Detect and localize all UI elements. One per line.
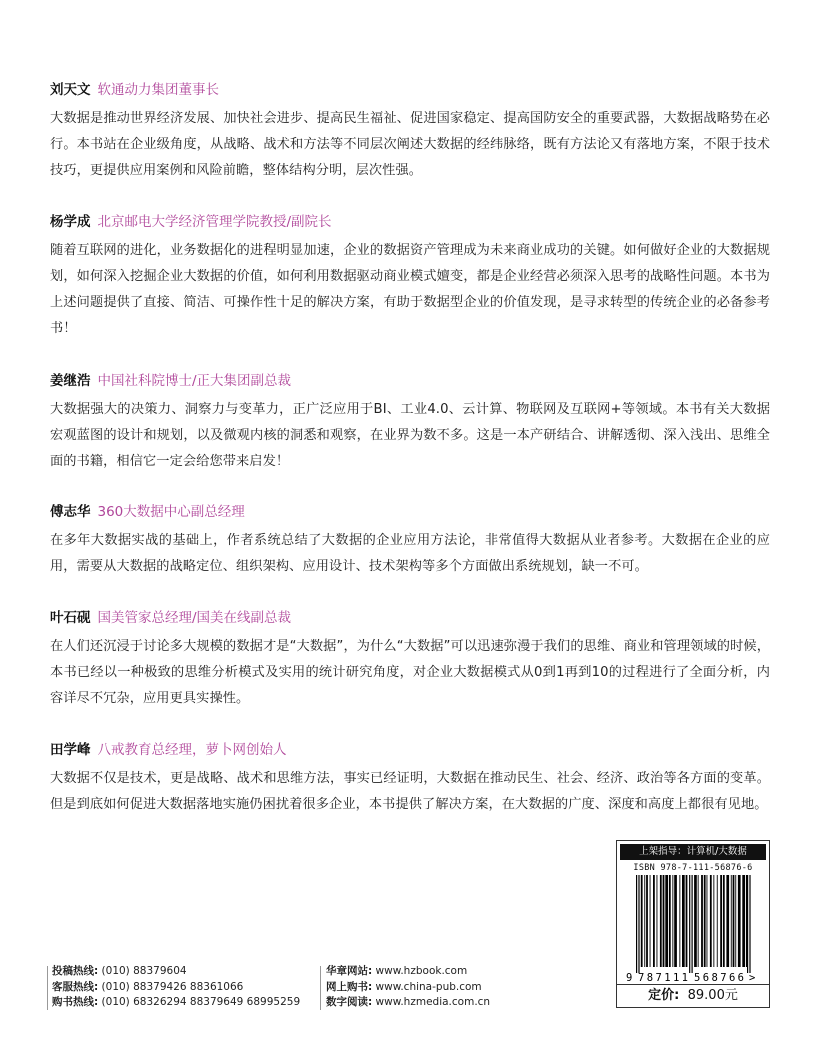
barcode-bar bbox=[689, 875, 690, 973]
price-value: 89.00元 bbox=[687, 988, 738, 1003]
reviewer-name: 杨学成 bbox=[50, 214, 91, 230]
reviewer-title: 八戒教育总经理，萝卜网创始人 bbox=[97, 742, 287, 758]
reviewer-title: 360大数据中心副总经理 bbox=[97, 504, 245, 520]
barcode-graphic bbox=[622, 875, 764, 983]
barcode-bar bbox=[682, 875, 685, 967]
review-4 bbox=[50, 502, 770, 580]
barcode-bar bbox=[733, 875, 735, 967]
review-header bbox=[50, 371, 770, 391]
review-header bbox=[50, 80, 770, 100]
review-5 bbox=[50, 608, 770, 712]
reviewer-name: 叶石砚 bbox=[50, 610, 91, 626]
review-header bbox=[50, 608, 770, 628]
reviewer-name: 傅志华 bbox=[50, 504, 91, 520]
barcode-bar bbox=[742, 875, 745, 967]
contact-block bbox=[52, 964, 300, 1011]
barcode-bar bbox=[747, 875, 748, 973]
web-block bbox=[326, 964, 490, 1011]
reviewer-title: 软通动力集团董事长 bbox=[97, 82, 219, 98]
barcode-digit-first: 9 bbox=[626, 972, 633, 983]
review-1 bbox=[50, 80, 770, 184]
reviewer-title: 国美管家总经理/国美在线副总裁 bbox=[97, 610, 292, 626]
barcode-bar bbox=[710, 875, 712, 967]
barcode-bar bbox=[663, 875, 665, 967]
barcode-bar bbox=[698, 875, 699, 967]
purchase-hotline: 购书热线: (010) 68326294 88379649 68995259 bbox=[52, 996, 301, 1008]
barcode-bar bbox=[738, 875, 741, 967]
barcode-bar bbox=[749, 875, 750, 973]
reviewer-name: 姜继浩 bbox=[50, 373, 91, 389]
isbn-number: ISBN 978-7-111-56876-6 bbox=[633, 863, 753, 873]
barcode-bar bbox=[674, 875, 677, 967]
review-header bbox=[50, 502, 770, 522]
review-text: 在多年大数据实战的基础上，作者系统总结了大数据的企业应用方法论，非常值得大数据从业者参考。大数据在企业的应用，需要从大数据的战略定位、组织架构、应用设计、技术架构等多个方面做出系统规划，缺一不可。 bbox=[50, 533, 770, 574]
website-line: 华章网站: www.hzbook.com bbox=[326, 965, 468, 977]
barcode-bar bbox=[735, 875, 736, 967]
barcode-bar bbox=[713, 875, 714, 967]
footer-divider bbox=[320, 966, 321, 1010]
barcode-bar bbox=[701, 875, 703, 967]
review-2 bbox=[50, 212, 770, 342]
barcode-bar bbox=[679, 875, 680, 967]
review-header bbox=[50, 212, 770, 232]
barcode-bar bbox=[653, 875, 655, 967]
review-text: 在人们还沉浸于讨论多大规模的数据才是“大数据”，为什么“大数据”可以迅速弥漫于我们的思维、商业和管理领域的时候，本书已经以一种极致的思维分析模式及实用的统计研究角度，对企业大数据模式从0到1再到10的过程进行了全面分析，内容详尽不冗杂，应用更具实操性。 bbox=[50, 639, 770, 706]
barcode-digits-left: 787111 bbox=[638, 972, 688, 983]
price-label: 定价: bbox=[648, 988, 680, 1003]
shelf-category: 上架指导：计算机/大数据 bbox=[620, 844, 766, 860]
reviewer-title: 北京邮电大学经济管理学院教授/副院长 bbox=[97, 214, 332, 230]
barcode-digit-trail: > bbox=[749, 972, 756, 983]
barcode-bar bbox=[644, 875, 645, 967]
barcode-bar bbox=[638, 875, 639, 973]
barcode-bar bbox=[686, 875, 688, 967]
reviewer-name: 田学峰 bbox=[50, 742, 91, 758]
barcode-bar bbox=[723, 875, 725, 967]
barcode-bar bbox=[707, 875, 708, 967]
barcode-bar bbox=[694, 875, 697, 967]
barcode-bar bbox=[669, 875, 671, 967]
review-3 bbox=[50, 371, 770, 475]
review-text: 随着互联网的进化，业务数据化的进程明显加速，企业的数据资产管理成为未来商业成功的关键。如何做好企业的大数据规划，如何深入挖掘企业大数据的价值，如何利用数据驱动商业模式嬗变，都是企业经营必须深入思考的战略性问题。本书为上述问题提供了直接、简洁、可操作性十足的解决方案，有助于数据型企业的价值发现，是寻求转型的传统企业的必备参考书！ bbox=[50, 243, 770, 336]
submit-hotline: 投稿热线: (010) 88379604 bbox=[52, 965, 187, 977]
barcode-bar bbox=[672, 875, 673, 967]
reviewer-title: 中国社科院博士/正大集团副总裁 bbox=[97, 373, 292, 389]
barcode-box bbox=[616, 840, 770, 1008]
review-text: 大数据是推动世界经济发展、加快社会进步、提高民生福祉、促进国家稳定、提高国防安全的重要武器，大数据战略势在必行。本书站在企业级角度，从战略、战术和方法等不同层次阐述大数据的经纬脉络，既有方法论又有落地方案，不限于技术技巧，更提供应用案例和风险前瞻，整体结构分明，层次性强。 bbox=[50, 111, 770, 178]
barcode-bar bbox=[704, 875, 706, 967]
barcode-bar bbox=[731, 875, 732, 967]
review-6 bbox=[50, 740, 770, 818]
barcode-bar bbox=[636, 875, 637, 973]
reviewer-name: 刘天文 bbox=[50, 82, 91, 98]
footer-divider bbox=[47, 966, 48, 1010]
barcode-bar bbox=[720, 875, 722, 967]
price-row bbox=[617, 984, 769, 1007]
review-text: 大数据强大的决策力、洞察力与变革力，正广泛应用于BI、工业4.0、云计算、物联网及互联网+等领域。本书有关大数据宏观蓝图的设计和规划，以及微观内核的洞悉和观察，在业界为数不多。这是一本产研结合、讲解透彻、深入浅出、思维全面的书籍，相信它一定会给您带来启发！ bbox=[50, 402, 770, 469]
barcode-bar bbox=[641, 875, 643, 967]
barcode-bar bbox=[665, 875, 668, 967]
review-header bbox=[50, 740, 770, 760]
barcode-bar bbox=[657, 875, 658, 967]
barcode-digits-right: 568766 bbox=[694, 972, 744, 983]
barcode-bar bbox=[717, 875, 718, 967]
barcode-bar bbox=[726, 875, 729, 967]
online-shop-line: 网上购书: www.china-pub.com bbox=[326, 980, 482, 993]
barcode-bar bbox=[646, 875, 648, 967]
barcode-bar bbox=[692, 875, 693, 973]
service-hotline: 客服热线: (010) 88379426 88361066 bbox=[52, 980, 244, 993]
digital-reading-line: 数字阅读: www.hzmedia.com.cn bbox=[326, 996, 491, 1008]
barcode-bar bbox=[660, 875, 662, 967]
barcode-bar bbox=[650, 875, 651, 967]
review-text: 大数据不仅是技术，更是战略、战术和思维方法，事实已经证明，大数据在推动民生、社会、经济、政治等各方面的变革。但是到底如何促进大数据落地实施仍困扰着很多企业，本书提供了解决方案，在大数据的广度、深度和高度上都很有见地。 bbox=[50, 771, 770, 812]
